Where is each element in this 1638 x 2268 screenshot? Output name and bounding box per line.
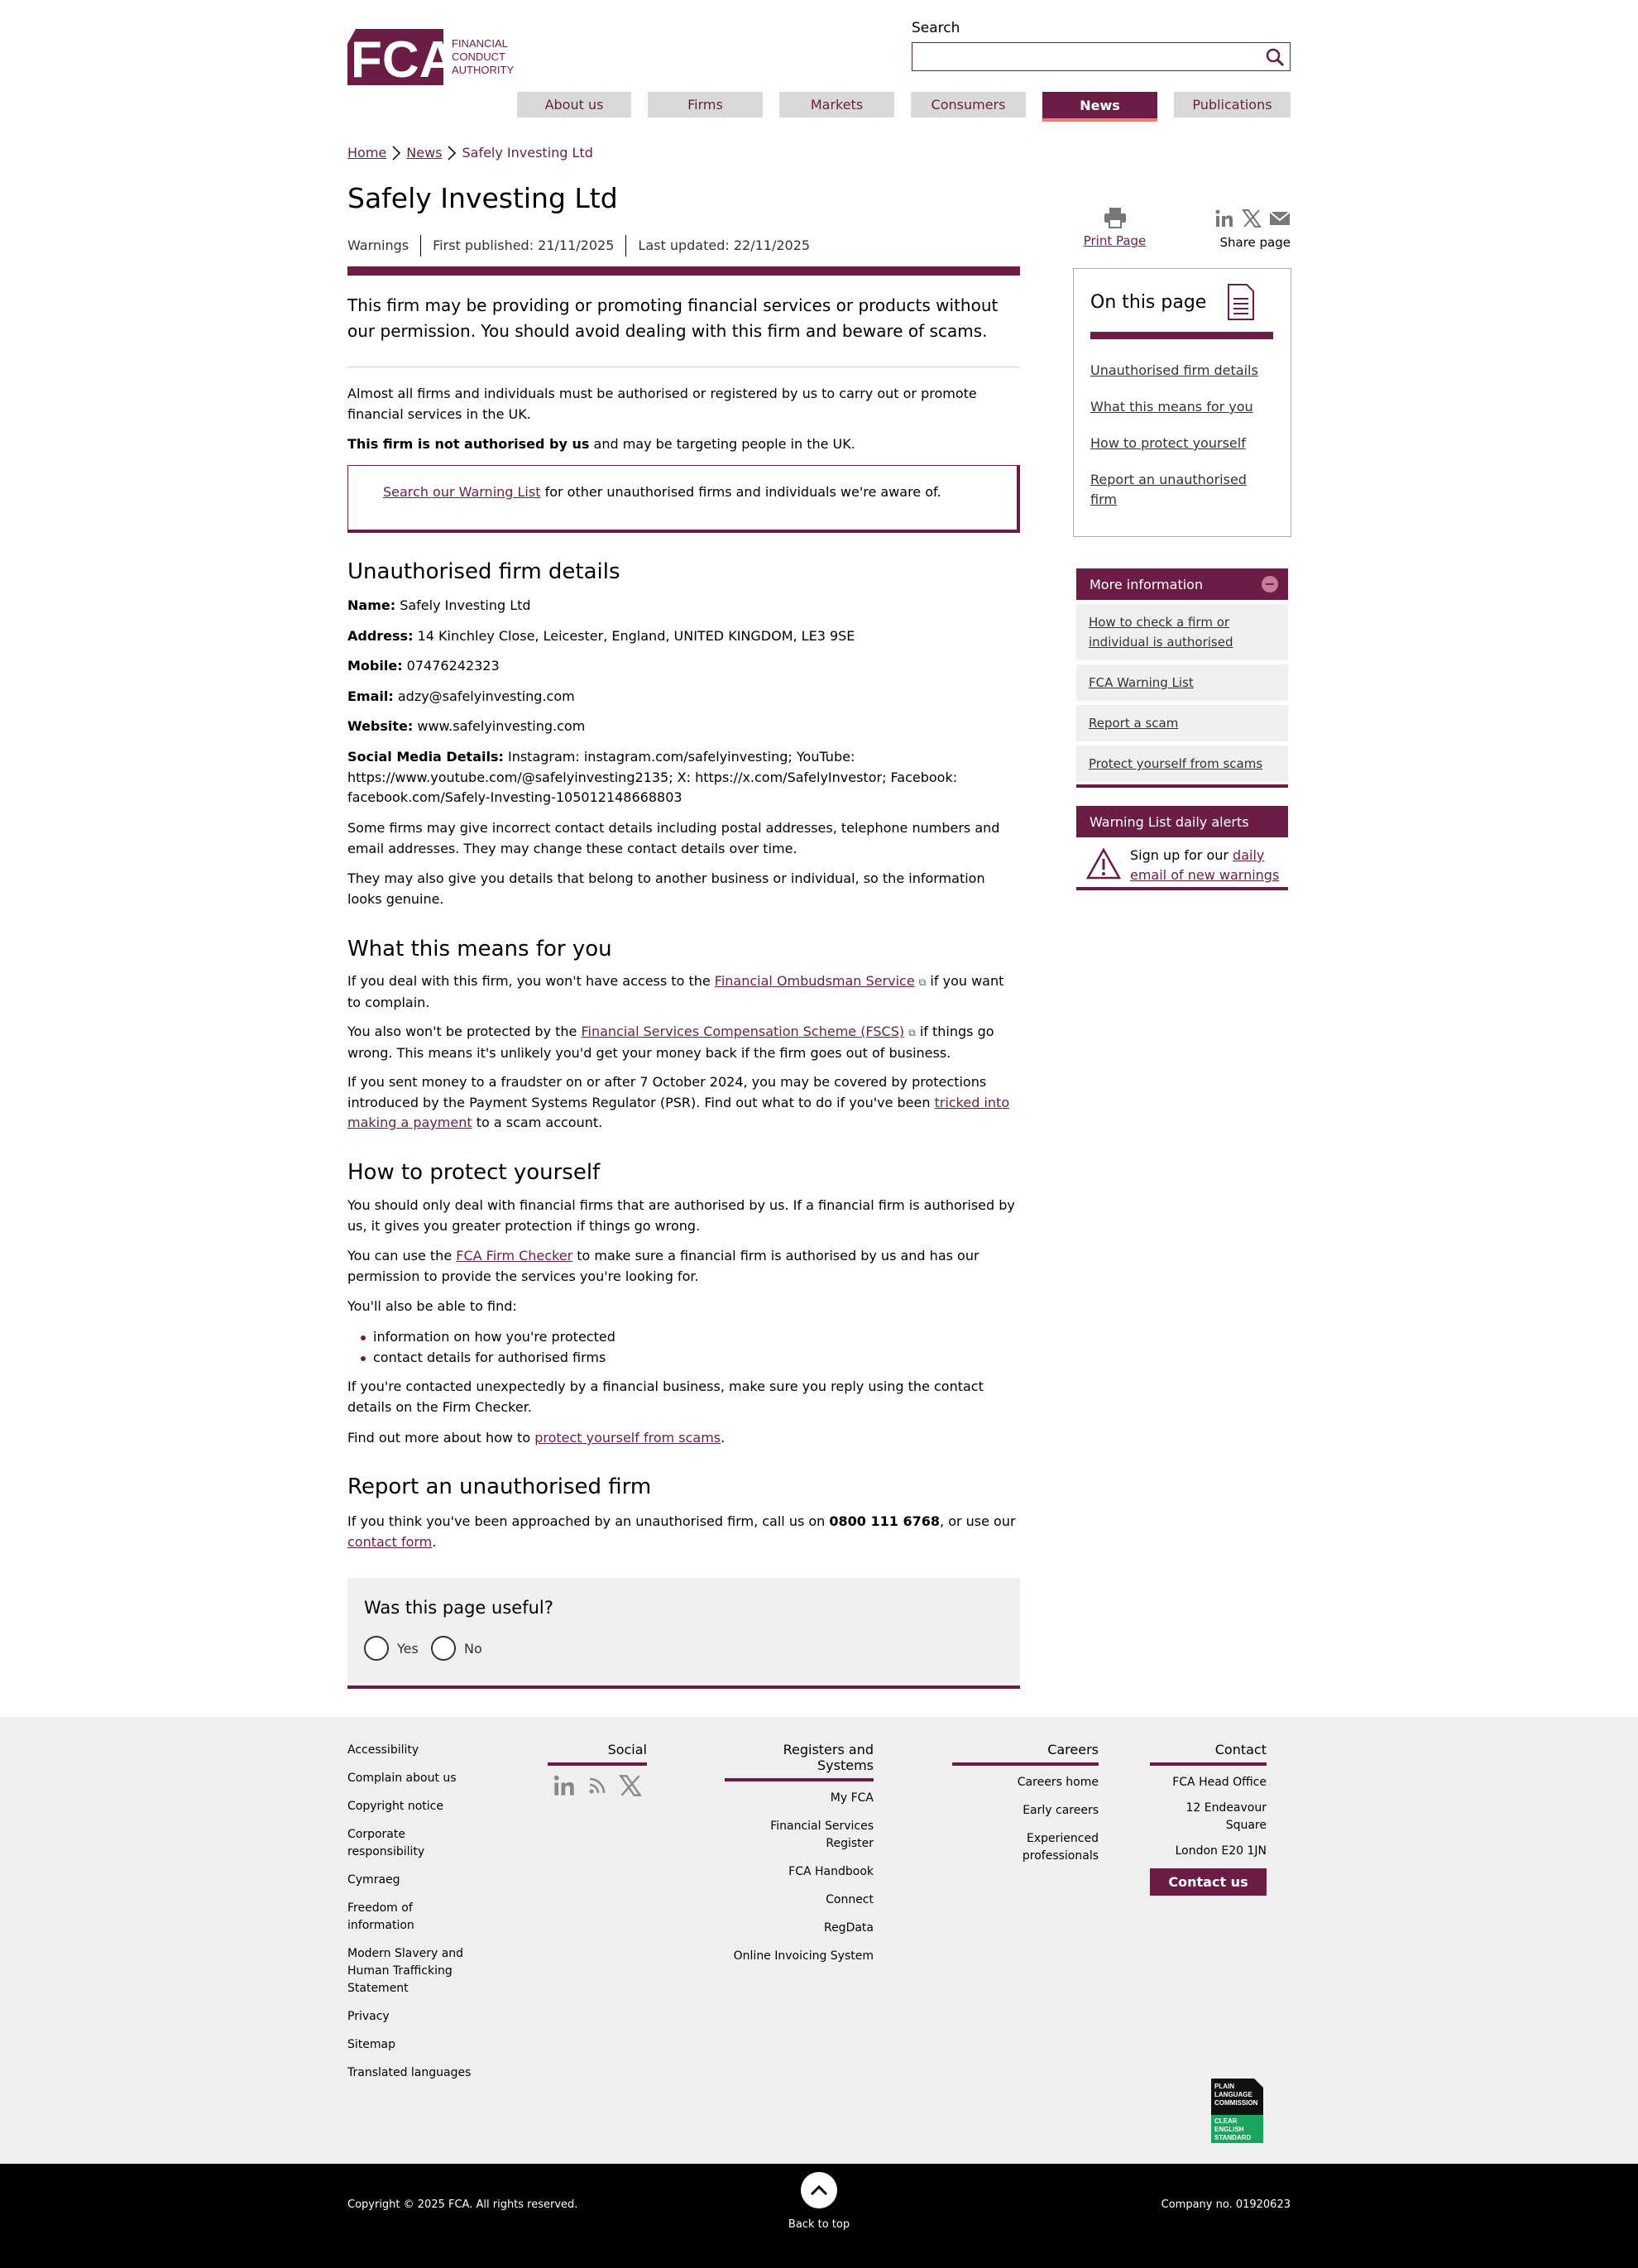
svg-text:LANGUAGE: LANGUAGE xyxy=(1214,2091,1252,2098)
protect-from-scams-link[interactable]: protect yourself from scams xyxy=(534,1430,721,1446)
contact-line: London E20 1JN xyxy=(1175,1844,1267,1858)
heading-report-firm: Report an unauthorised firm xyxy=(347,1474,652,1499)
footer-link[interactable]: Early careers xyxy=(1023,1804,1099,1817)
svg-text:CONDUCT: CONDUCT xyxy=(452,50,505,63)
page-meta xyxy=(347,235,821,257)
link-check-firm[interactable]: How to check a firm or individual is authorised xyxy=(1089,615,1233,650)
protect-paragraph-5: Find out more about how to protect yourself from scams. xyxy=(347,1430,726,1446)
more-info-item xyxy=(1076,664,1288,701)
chevron-right-icon xyxy=(447,146,457,161)
detail-mobile: Mobile: 07476242323 xyxy=(347,658,500,674)
x-twitter-icon[interactable] xyxy=(1242,209,1262,228)
external-link-icon: ⧉ xyxy=(918,976,927,988)
title-divider xyxy=(347,266,1020,276)
financial-ombudsman-link[interactable]: Financial Ombudsman Service xyxy=(714,973,915,989)
meta-category: Warnings xyxy=(347,235,421,257)
more-info-item xyxy=(1076,604,1288,660)
link-protect-scams[interactable]: Protect yourself from scams xyxy=(1089,756,1263,771)
registers-heading: Registers and Systems xyxy=(725,1742,874,1781)
main-nav xyxy=(517,92,1291,122)
protect-paragraph-2: You can use the FCA Firm Checker to make sure a financial firm is authorised by us and has our permission to provide the services you're looking for. xyxy=(347,1248,979,1284)
list-item: information on how you're protected xyxy=(347,1327,1020,1348)
footer-link[interactable]: Copyright notice xyxy=(347,1800,443,1813)
nav-about-us[interactable]: About us xyxy=(517,92,631,117)
contact-line: 12 Endeavour Square xyxy=(1185,1801,1267,1832)
footer-link[interactable]: Corporate responsibility xyxy=(347,1828,425,1858)
nav-consumers[interactable]: Consumers xyxy=(911,92,1026,117)
report-paragraph: If you think you've been approached by an unauthorised firm, call us on 0800 111 6768, or use our contact form. xyxy=(347,1513,1016,1550)
warning-triangle-icon xyxy=(1086,848,1121,880)
chevron-right-icon xyxy=(391,146,401,161)
heading-what-this-means: What this means for you xyxy=(347,937,612,961)
footer-links xyxy=(347,1742,472,2093)
means-paragraph-3: If you sent money to a fraudster on or after 7 October 2024, you may be covered by protections introduced by the Payment Systems Regulator (PSR). Find out what to do if you've been tricked into making a payment to a scam account. xyxy=(347,1074,1010,1130)
more-information-toggle[interactable]: More information − xyxy=(1076,568,1288,600)
footer-careers xyxy=(952,1742,1099,1876)
means-paragraph-1: If you deal with this firm, you won't have access to the Financial Ombudsman Service ⧉ if you want to complain. xyxy=(347,973,1004,1010)
back-to-top[interactable]: Back to top xyxy=(778,2172,860,2231)
feedback-yes[interactable]: Yes xyxy=(364,1636,419,1661)
breadcrumb-home[interactable]: Home xyxy=(347,145,387,161)
nav-publications[interactable]: Publications xyxy=(1174,92,1291,117)
footer-link[interactable]: Cymraeg xyxy=(347,1873,400,1887)
external-link-icon: ⧉ xyxy=(908,1027,916,1038)
otp-link-details[interactable]: Unauthorised firm details xyxy=(1090,362,1258,378)
footer xyxy=(0,1717,1638,2164)
daily-alerts-link[interactable]: daily email of new warnings xyxy=(1130,847,1280,883)
detail-name: Name: Safely Investing Ltd xyxy=(347,597,531,613)
search-label: Search xyxy=(912,20,960,36)
print-page-button[interactable]: Print Page xyxy=(1080,207,1150,248)
meta-first-published: First published: 21/11/2025 xyxy=(421,235,626,257)
breadcrumb-current: Safely Investing Ltd xyxy=(462,145,593,161)
warning-alerts-panel xyxy=(1076,806,1288,890)
nav-firms[interactable]: Firms xyxy=(648,92,763,117)
footer-link[interactable]: Financial Services Register xyxy=(770,1820,874,1850)
on-this-page xyxy=(1073,268,1291,537)
nav-markets[interactable]: Markets xyxy=(779,92,894,117)
protect-paragraph-3: You'll also be able to find: xyxy=(347,1298,517,1314)
printer-icon xyxy=(1104,207,1127,228)
otp-link-means[interactable]: What this means for you xyxy=(1090,399,1253,415)
feedback-no[interactable]: No xyxy=(431,1636,482,1661)
protect-paragraph-1: You should only deal with financial firms that are authorised by us. If a financial firm is authorised by us, it gives you greater protection if things go wrong. xyxy=(347,1197,1015,1234)
footer-link[interactable]: My FCA xyxy=(830,1791,874,1805)
company-number: Company no. 01920623 xyxy=(1161,2198,1291,2211)
heading-how-to-protect: How to protect yourself xyxy=(347,1160,601,1185)
meta-last-updated: Last updated: 22/11/2025 xyxy=(638,237,811,253)
otp-link-report[interactable]: Report an unauthorised firm xyxy=(1090,472,1247,507)
search-input[interactable] xyxy=(917,43,1257,69)
tricked-into-payment-link[interactable]: tricked into making a payment xyxy=(347,1094,1010,1130)
fca-logo[interactable] xyxy=(347,29,525,85)
on-this-page-title: On this page xyxy=(1090,292,1207,313)
logo-mark: FCA xyxy=(351,31,457,85)
footer-link[interactable]: Complain about us xyxy=(347,1772,457,1785)
svg-text:FINANCIAL: FINANCIAL xyxy=(452,37,508,50)
plain-language-logo xyxy=(1211,2079,1263,2143)
svg-text:PLAIN: PLAIN xyxy=(1214,2083,1234,2090)
bottom-bar xyxy=(0,2164,1638,2268)
details-note-2: They may also give you details that belong to another business or individual, so the information looks genuine. xyxy=(347,870,985,907)
svg-text:AUTHORITY: AUTHORITY xyxy=(452,64,515,76)
copyright: Copyright © 2025 FCA. All rights reserved. xyxy=(347,2198,578,2211)
otp-link-protect[interactable]: How to protect yourself xyxy=(1090,435,1246,451)
rss-icon[interactable] xyxy=(587,1774,607,1797)
intro-text: This firm may be providing or promoting financial services or products without our permission. You should avoid dealing with this firm and beware of scams. xyxy=(347,295,999,341)
contact-us-button[interactable]: Contact us xyxy=(1150,1868,1267,1896)
footer-link[interactable]: RegData xyxy=(823,1921,874,1935)
chevron-up-icon xyxy=(801,2172,837,2208)
linkedin-icon[interactable] xyxy=(553,1774,576,1797)
search-icon[interactable] xyxy=(1265,47,1285,67)
contact-line: FCA Head Office xyxy=(1172,1776,1267,1789)
document-icon xyxy=(1228,284,1254,320)
search-box xyxy=(912,42,1291,71)
footer-link[interactable]: Connect xyxy=(826,1893,874,1906)
details-note-1: Some firms may give incorrect contact details including postal addresses, telephone numbers and email addresses. They may change these contact details over time. xyxy=(347,820,1000,856)
breadcrumb xyxy=(347,145,593,161)
feedback-title: Was this page useful? xyxy=(364,1598,553,1618)
warning-list-box: Search our Warning List for other unauthorised firms and individuals we're aware of. xyxy=(347,465,1020,533)
x-twitter-icon[interactable] xyxy=(619,1774,642,1797)
footer-link[interactable]: Modern Slavery and Human Trafficking Statement xyxy=(347,1947,464,1995)
footer-registers xyxy=(725,1742,874,1976)
breadcrumb-news[interactable]: News xyxy=(406,145,443,161)
more-info-item xyxy=(1076,705,1288,741)
firm-checker-link[interactable]: FCA Firm Checker xyxy=(456,1248,573,1263)
svg-text:ENGLISH: ENGLISH xyxy=(1214,2126,1244,2133)
means-paragraph-2: You also won't be protected by the Financial Services Compensation Scheme (FSCS) ⧉ if things go wrong. This means it's unlikely you'd get your money back if the firm goes out of business. xyxy=(347,1024,994,1061)
footer-contact xyxy=(1150,1742,1267,1896)
more-info-item xyxy=(1076,746,1288,782)
fscs-link[interactable]: Financial Services Compensation Scheme (FSCS) xyxy=(581,1024,905,1039)
footer-link[interactable]: Experienced professionals xyxy=(1022,1832,1099,1863)
protect-paragraph-4: If you're contacted unexpectedly by a financial business, make sure you reply using the contact details on the Firm Checker. xyxy=(347,1379,984,1415)
intro-paragraph: Almost all firms and individuals must be authorised or registered by us to carry out or promote financial services in the UK. xyxy=(347,386,977,422)
contact-heading: Contact xyxy=(1150,1742,1267,1766)
list-item: contact details for authorised firms xyxy=(347,1348,1020,1369)
footer-link[interactable]: Freedom of information xyxy=(347,1901,414,1932)
minus-icon[interactable]: − xyxy=(1262,576,1278,592)
page-title: Safely Investing Ltd xyxy=(347,182,618,214)
social-heading: Social xyxy=(548,1742,647,1766)
email-icon[interactable] xyxy=(1269,209,1291,228)
protect-list xyxy=(347,1327,1020,1368)
not-authorised-paragraph: This firm is not authorised by us and may be targeting people in the UK. xyxy=(347,436,855,452)
heading-unauthorised-firm-details: Unauthorised firm details xyxy=(347,559,620,584)
link-report-scam[interactable]: Report a scam xyxy=(1089,716,1179,731)
footer-link[interactable]: Online Invoicing System xyxy=(733,1949,874,1963)
warning-list-link[interactable]: Search our Warning List xyxy=(383,484,541,500)
link-warning-list[interactable]: FCA Warning List xyxy=(1089,675,1194,690)
share-page: Share page xyxy=(1208,209,1291,250)
radio-no[interactable] xyxy=(431,1636,456,1661)
footer-link[interactable]: Accessibility xyxy=(347,1743,419,1757)
feedback-panel xyxy=(347,1578,1020,1689)
svg-text:COMMISSION: COMMISSION xyxy=(1214,2099,1258,2107)
svg-text:STANDARD: STANDARD xyxy=(1214,2134,1252,2141)
footer-link[interactable]: Privacy xyxy=(347,2010,390,2023)
alerts-title: Warning List daily alerts xyxy=(1076,806,1288,837)
svg-text:CLEAR: CLEAR xyxy=(1214,2117,1238,2125)
footer-link[interactable]: FCA Handbook xyxy=(788,1865,874,1878)
contact-form-link[interactable]: contact form xyxy=(347,1533,433,1550)
detail-email: Email: adzy@safelyinvesting.com xyxy=(347,688,575,704)
on-this-page-bar xyxy=(1090,332,1273,339)
nav-news[interactable]: News xyxy=(1042,92,1157,122)
alerts-body: Sign up for our daily email of new warnings xyxy=(1076,837,1288,890)
detail-social-media: Social Media Details: Instagram: instagram.com/safelyinvesting; YouTube: https://www.youtube.com/@safelyinvesting2135; X: https://x.com/SafelyInvestor; Facebook: facebook.com/Safely-Investing-105012148668803 xyxy=(347,749,958,805)
footer-social xyxy=(548,1742,647,1797)
footer-link[interactable]: Careers home xyxy=(1017,1776,1099,1789)
more-info-bottom-bar xyxy=(1076,784,1288,788)
detail-website: Website: www.safelyinvesting.com xyxy=(347,718,586,734)
phone-number: 0800 111 6768 xyxy=(829,1513,941,1529)
footer-link[interactable]: Sitemap xyxy=(347,2038,395,2051)
detail-address: Address: 14 Kinchley Close, Leicester, England, UNITED KINGDOM, LE3 9SE xyxy=(347,628,855,644)
more-information-panel xyxy=(1076,568,1288,788)
footer-link[interactable]: Translated languages xyxy=(347,2066,472,2079)
careers-heading: Careers xyxy=(952,1742,1099,1766)
linkedin-icon[interactable] xyxy=(1214,209,1234,228)
radio-yes[interactable] xyxy=(364,1636,389,1661)
